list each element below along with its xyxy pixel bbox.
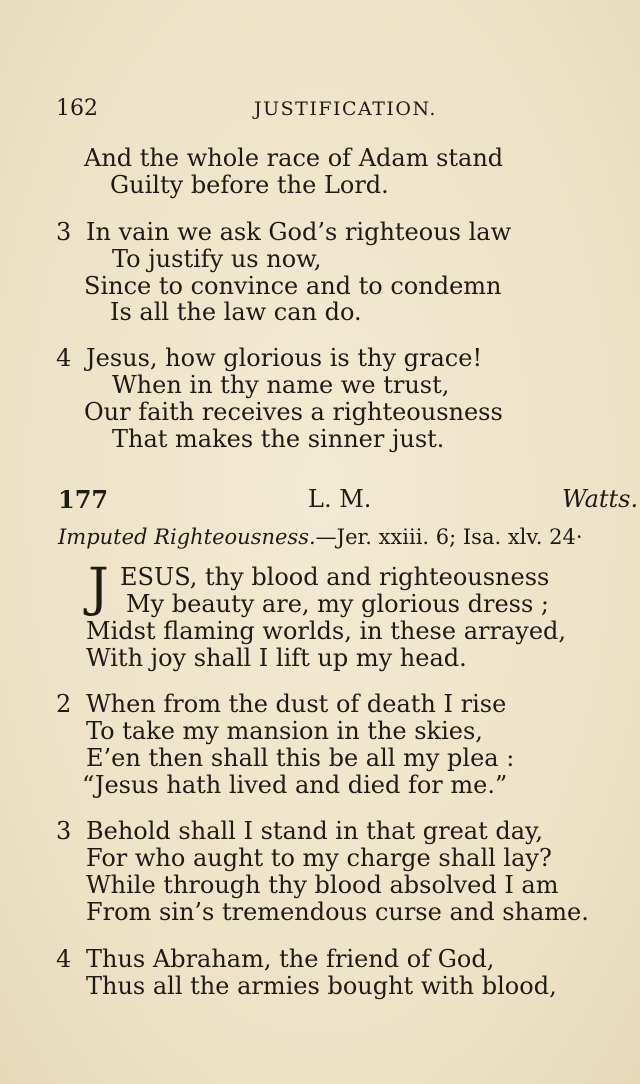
verse-line: Thus all the armies bought with blood,: [86, 972, 557, 1000]
verse-line: With joy shall I lift up my head.: [86, 644, 467, 672]
stanza-number: 3: [56, 817, 72, 845]
verse-line: “Jesus hath lived and died for me.”: [82, 771, 508, 799]
hymn-author: Watts.: [562, 485, 639, 513]
subject-title: Imputed Righteousness.: [58, 525, 316, 549]
verse-line: Is all the law can do.: [110, 298, 362, 326]
verse-line: Jesus, how glorious is thy grace!: [86, 344, 483, 372]
verse-line: Since to convince and to condemn: [84, 272, 502, 300]
verse-line: To take my mansion in the skies,: [86, 717, 483, 745]
verse-line: To justify us now,: [112, 245, 322, 273]
hymn-number: 177: [58, 485, 109, 514]
verse-line: ESUS, thy blood and righteousness: [120, 563, 550, 591]
verse-line: When in thy name we trust,: [112, 371, 450, 399]
hymn-meter: L. M.: [308, 485, 372, 513]
verse-line: Our faith receives a righteousness: [84, 398, 503, 426]
verse-line: And the whole race of Adam stand: [84, 144, 504, 172]
verse-line: For who aught to my charge shall lay?: [86, 844, 552, 872]
drop-cap: J: [88, 558, 109, 618]
verse-line: Behold shall I stand in that great day,: [86, 817, 544, 845]
stanza-number: 3: [56, 218, 72, 246]
stanza-number: 4: [56, 344, 72, 372]
verse-line: Guilty before the Lord.: [110, 171, 389, 199]
verse-line: That makes the sinner just.: [112, 425, 445, 453]
verse-line: E’en then shall this be all my plea :: [86, 744, 515, 772]
page-header: [56, 96, 616, 130]
verse-line: When from the dust of death I rise: [86, 690, 507, 718]
running-title: JUSTIFICATION.: [254, 98, 437, 120]
verse-line: Thus Abraham, the friend of God,: [86, 945, 495, 973]
verse-line: While through thy blood absolved I am: [86, 871, 559, 899]
stanza-number: 4: [56, 945, 72, 973]
verse-line: In vain we ask God’s righteous law: [86, 218, 512, 246]
verse-line: Midst flaming worlds, in these arrayed,: [86, 617, 567, 645]
page-number: 162: [56, 96, 98, 121]
scripture-references: —Jer. xxiii. 6; Isa. xlv. 24·: [315, 525, 583, 549]
verse-line: My beauty are, my glorious dress ;: [126, 590, 549, 618]
verse-line: From sin’s tremendous curse and shame.: [86, 898, 589, 926]
hymn-subject: [58, 525, 583, 549]
stanza-number: 2: [56, 690, 72, 718]
